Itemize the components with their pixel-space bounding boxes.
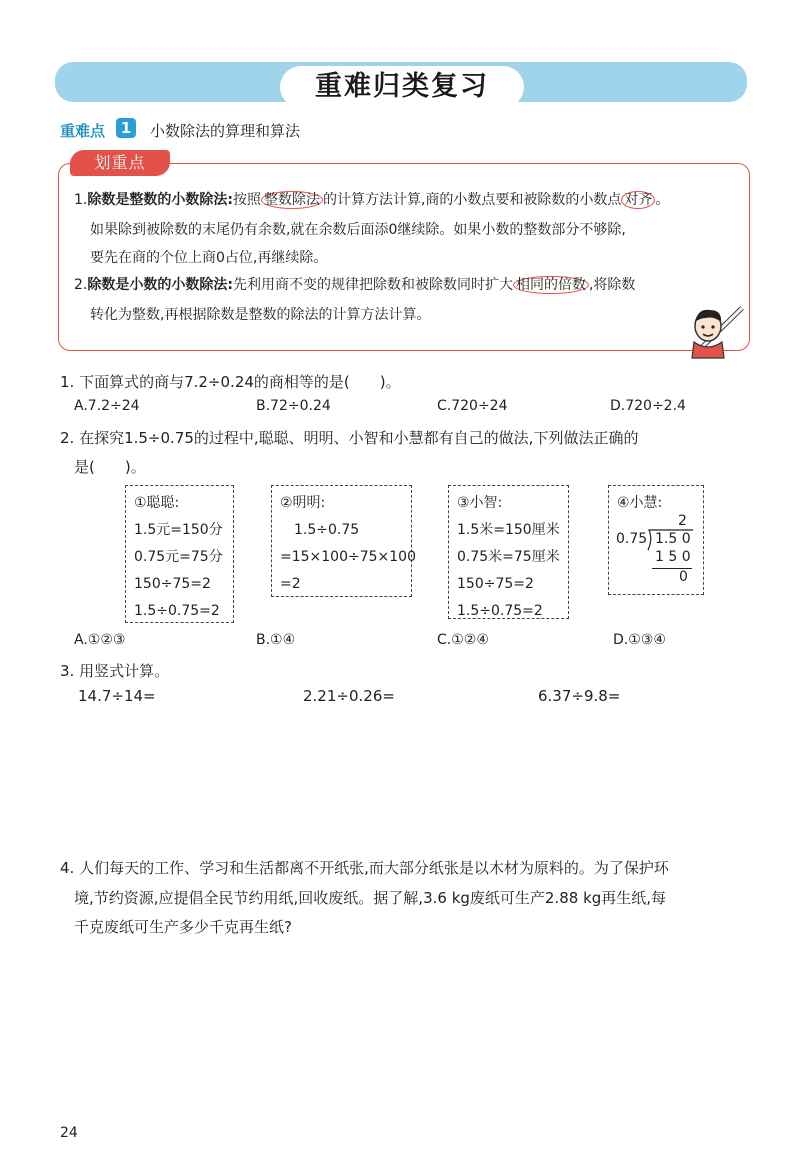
- focus-item-2-circled: 相同的倍数: [513, 276, 589, 294]
- focus-item-2: [74, 275, 635, 295]
- method-card-xiaozhi: [448, 485, 569, 619]
- question-2-option-d[interactable]: D.①③④: [613, 632, 666, 648]
- question-4-line-1: 4. 人们每天的工作、学习和生活都离不开纸张,而大部分纸张是以木材为原料的。为了保护环: [60, 859, 669, 877]
- question-1-option-d[interactable]: D.720÷2.4: [610, 398, 686, 414]
- question-4-line-2: 境,节约资源,应提倡全民节约用纸,回收废纸。据了解,3.6 kg废纸可生产2.88 kg再生纸,每: [74, 889, 667, 907]
- question-1-option-c[interactable]: C.720÷24: [437, 398, 508, 414]
- card-line: 150÷75=2: [457, 576, 534, 592]
- method-card-mingming: [271, 485, 416, 597]
- focus-item-2-text-a: 先利用商不变的规律把除数和被除数同时扩大: [232, 277, 513, 293]
- division-remainder: 0: [679, 569, 688, 585]
- method-card-congcong: [125, 485, 234, 623]
- question-2-text-line-2: 是( )。: [74, 458, 146, 476]
- card-line: 1.5米=150厘米: [457, 522, 560, 538]
- card-title: ④小慧:: [617, 495, 663, 511]
- card-title: ②明明:: [280, 495, 326, 511]
- page-title: 重难归类复习: [280, 66, 524, 108]
- card-line: =15×100÷75×100: [280, 549, 416, 565]
- card-line: 150÷75=2: [134, 576, 211, 592]
- card-line: 1.5元=150分: [134, 522, 223, 538]
- question-2-option-b[interactable]: B.①④: [256, 632, 296, 648]
- focus-item-1-text-b: 的计算方法计算,商的小数点要和被除数的小数点: [322, 192, 622, 208]
- calc-item-3: 6.37÷9.8=: [538, 687, 621, 705]
- focus-item-2-prefix: 2.: [74, 277, 88, 293]
- question-1-option-a[interactable]: A.7.2÷24: [74, 398, 140, 414]
- card-line: 1.5÷0.75=2: [134, 603, 220, 619]
- question-2-option-c[interactable]: C.①②④: [437, 632, 489, 648]
- keypoint-title: 小数除法的算理和算法: [150, 122, 301, 140]
- division-divisor: 0.75: [616, 531, 648, 547]
- focus-item-1-text-a: 按照: [232, 192, 261, 208]
- card-title: ③小智:: [457, 495, 503, 511]
- division-quotient: 2: [678, 513, 687, 529]
- question-4-line-3: 千克废纸可生产多少千克再生纸?: [74, 918, 292, 936]
- student-cartoon-icon: [684, 300, 748, 360]
- calc-item-2: 2.21÷0.26=: [303, 687, 395, 705]
- calc-item-1: 14.7÷14=: [78, 687, 156, 705]
- question-2-option-a[interactable]: A.①②③: [74, 632, 126, 648]
- focus-item-1-heading: 除数是整数的小数除法:: [87, 192, 233, 208]
- keypoint-number: 1: [116, 118, 136, 138]
- card-line: 0.75元=75分: [134, 549, 223, 565]
- keypoint-label: 重难点: [60, 122, 106, 140]
- question-3-text: 3. 用竖式计算。: [60, 662, 170, 680]
- focus-item-1-prefix: 1.: [74, 192, 88, 208]
- card-line: 0.75米=75厘米: [457, 549, 560, 565]
- focus-item-2-line-2: 转化为整数,再根据除数是整数的除法的计算方法计算。: [90, 307, 431, 323]
- question-1-text: 1. 下面算式的商与7.2÷0.24的商相等的是( )。: [60, 373, 401, 391]
- card-line: 1.5÷0.75=2: [457, 603, 543, 619]
- card-line: 1.5÷0.75: [294, 522, 360, 538]
- card-title: ①聪聪:: [134, 495, 180, 511]
- focus-item-2-text-b: ,将除数: [588, 277, 636, 293]
- focus-item-1-circled-b: 对齐: [621, 191, 655, 209]
- focus-item-2-heading: 除数是小数的小数除法:: [87, 277, 233, 293]
- page-number: 24: [60, 1125, 78, 1141]
- focus-item-1: [74, 190, 669, 210]
- card-line: =2: [280, 576, 301, 592]
- division-product: 1 5 0: [655, 549, 691, 565]
- focus-item-1-circled-a: 整数除法: [261, 191, 323, 209]
- question-1-option-b[interactable]: B.72÷0.24: [256, 398, 331, 414]
- question-2-text-line-1: 2. 在探究1.5÷0.75的过程中,聪聪、明明、小智和小慧都有自己的做法,下列做法正确的: [60, 429, 639, 447]
- focus-box-tag: 划重点: [70, 150, 170, 176]
- focus-item-1-text-c: 。: [655, 192, 670, 208]
- division-dividend: 1.5 0: [655, 531, 691, 547]
- focus-item-1-line-2: 如果除到被除数的末尾仍有余数,就在余数后面添0继续除。如果小数的整数部分不够除,: [90, 222, 626, 238]
- focus-item-1-line-3: 要先在商的个位上商0占位,再继续除。: [90, 250, 328, 266]
